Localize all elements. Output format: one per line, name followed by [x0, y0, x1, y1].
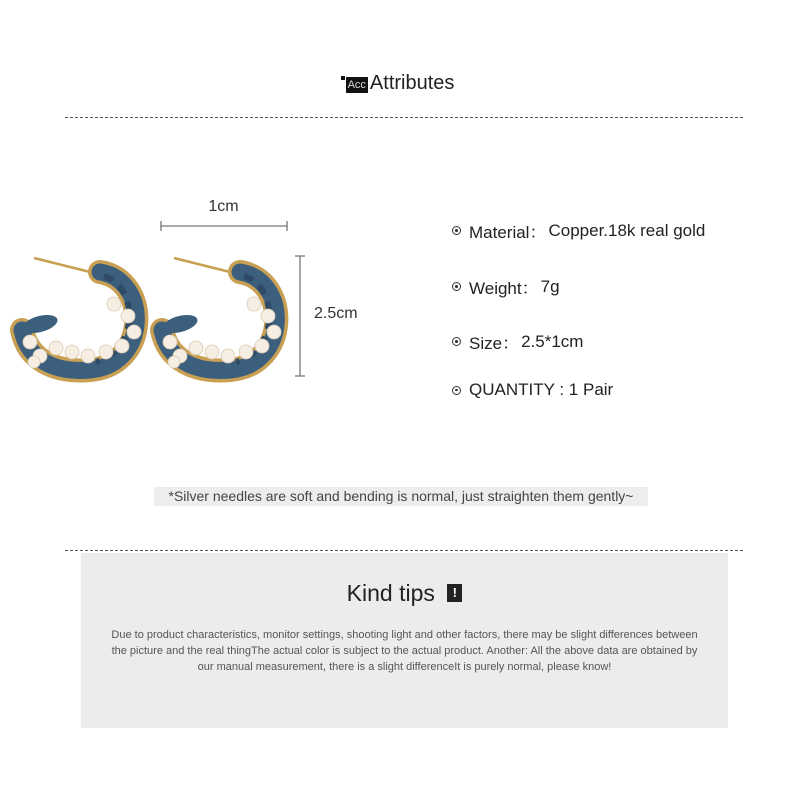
acc-badge: Acc	[347, 79, 366, 91]
earring-left	[21, 258, 141, 370]
attributes-header	[0, 70, 800, 96]
kind-tips-heading	[81, 580, 728, 607]
earring-image	[0, 190, 400, 390]
bullet-icon	[452, 226, 461, 235]
spec-value: 2.5*1cm	[521, 331, 584, 351]
kind-tips-text: Due to product characteristics, monitor settings, shooting light and other factors, there may be slight differences between the picture and the real thingThe actual color is subject to the actual product. Another: All the above data are obtained by our manual measurement, there is a slight differenceIt is purely normal, please know!	[111, 629, 698, 673]
header-title: Attributes	[369, 72, 455, 94]
spec-label: Size：	[469, 334, 520, 353]
top-divider	[65, 117, 743, 118]
spec-value: 7g	[540, 276, 560, 296]
bullet-icon	[452, 337, 461, 346]
spec-label: Material：	[469, 223, 547, 242]
spec-value: Copper.18k real gold	[548, 220, 706, 240]
spec-weight	[452, 274, 560, 299]
bullet-icon	[452, 282, 461, 291]
earring-illustration	[0, 190, 400, 390]
spec-label: Weight：	[469, 279, 539, 298]
bullet-icon	[452, 386, 461, 395]
header-dot-icon	[341, 76, 345, 80]
silver-needle-note: *Silver needles are soft and bending is normal, just straighten them gently~	[154, 487, 648, 506]
exclamation-icon: !	[447, 584, 462, 602]
spec-material	[452, 218, 705, 243]
earring-right	[161, 258, 281, 370]
kind-tips-box	[81, 553, 728, 728]
height-dimension-line	[295, 256, 305, 376]
spec-label: QUANTITY : 1 Pair	[469, 380, 614, 399]
height-dimension-label: 2.5cm	[314, 305, 358, 322]
spec-size	[452, 329, 583, 354]
width-dimension-line	[161, 221, 287, 231]
kind-tips-title: Kind tips	[346, 580, 435, 606]
spec-quantity	[452, 380, 615, 400]
width-dimension-label: 1cm	[208, 198, 239, 215]
bottom-divider	[65, 550, 743, 551]
